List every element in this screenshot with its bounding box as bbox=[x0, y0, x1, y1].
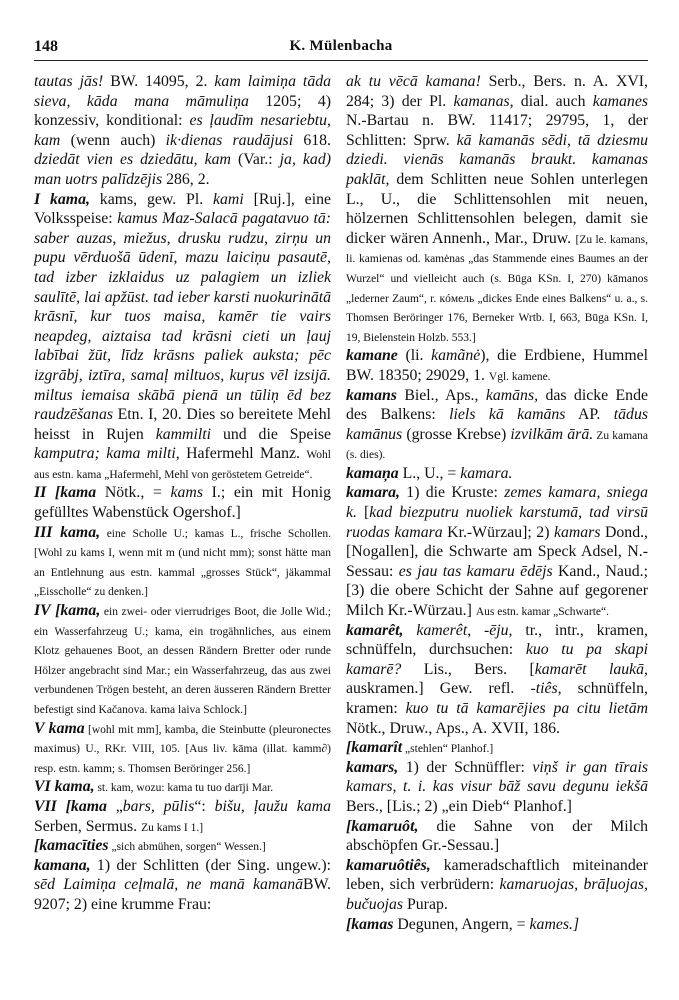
entry-text: Wohl aus estn. kama „Hafermehl, Mehl von geröstetem Getreide“. bbox=[34, 449, 331, 481]
entry-text: -tiês, bbox=[530, 680, 562, 698]
entry-text: Kand., Naud.; [3) die obere Schicht der Sahne auf gegorener Milch Kr.-Würzau.] bbox=[346, 562, 649, 620]
entry-text: ein zwei- oder vierrudriges Boot, die Jolle Wid.; ein Wasserfahrzeug U.; kama, ein trogähnliches, aus einem Klotz gehauenes Boot, an dessen Rändern Bretter oder runde Hölzer angebracht sind Mar.; ein Wasserfahrzeug, das aus zwei verbundenen Trögen besteht, an deren äusseren Rändern Bretter befestigt sind Kačanova. kama laiva Schlock.] bbox=[34, 606, 331, 716]
entry-text: kad biezputru nuoliek karstumā, tad virsū ruodas kamara bbox=[346, 504, 648, 541]
entry-headword: kamana, bbox=[34, 856, 91, 874]
entry-headword: II [kama bbox=[34, 484, 97, 502]
entry-text: [Zu le. kamans, li. kamienas od. kamėnas „das Stammende eines Baumes an der Wurzel“ und vielleicht auch (s. Būga KSn. I, 270) kāmanos „lederner Zaum“, r. кóмель „dickes Ende eines Balkens“ u. a., s. Thomsen Beröringer 176, Berneker Wrtb. I, 663, Būga KSn. I, 19, Bielenstein Holzb. 553.] bbox=[346, 233, 648, 344]
entry-text: ), die Erdbiene, Hummel BW. 18350; 29029, 1. bbox=[346, 347, 649, 384]
entry-text: kams, gew. Pl. bbox=[89, 190, 214, 208]
entry-text: auskramen.] Gew. refl. bbox=[346, 680, 531, 698]
entry-text: kamara. bbox=[460, 464, 513, 482]
entry-text: „ bbox=[106, 797, 123, 815]
entry-headword: kamaņa bbox=[346, 464, 399, 482]
entry-text: kā kamanās sēdi, tā dziesmu dziedi. vienās kamanās braukt. kamanas paklāt, bbox=[346, 131, 648, 188]
entry-headword: kamane bbox=[346, 347, 398, 365]
entry-text: liels kā kamāns bbox=[449, 406, 566, 424]
entry-text: Vgl. kamene. bbox=[488, 370, 551, 383]
entry-text: es jau tas kamaru ēdējs bbox=[398, 562, 553, 580]
entry-text: zemes kamara, sniega k. bbox=[346, 484, 648, 522]
entry-text: st. kam, wozu: kama tu tuo darīji Mar. bbox=[94, 782, 274, 795]
entry-text: Bers., [Lis.; 2) „ein Dieb“ Planhof.] bbox=[346, 797, 572, 815]
entry-text: eine Scholle U.; kamas L., frische Schollen. [Wohl zu kams I, wenn mit m (und nicht mm); sonst hätte man an Entlehnung aus estn. kammal „grosses Stück“, jäkammal „Eisscholle“ zu denken.] bbox=[34, 527, 331, 599]
entry-text: 1) der Schnüffler: bbox=[398, 758, 533, 776]
entry-text: kamars bbox=[553, 523, 601, 541]
entry-headword: [kamaruôt, bbox=[346, 817, 419, 835]
entry-text: kamanas, bbox=[453, 92, 514, 110]
entry-text: I.; ein mit Honig gefülltes Wabenstück Ogershof.] bbox=[34, 484, 331, 522]
entry-text: kamus Maz-Salacā pagatavuo tā: saber auzas, miežus, drusku rudzu, zirņu un pupu vērduošā ūdenī, mazu laiciņu pasautē, tad izber izklaidus uz palagiem un izliek saulītē, lai apžūst. tad ieber karsti nuokurinātā krāsnī, kur tuos maisa, kamēr tie vairs neapdeg, aiztaisa tad krāsni cieti un ļauj labībai žūt, līdz krāsns paliek auksta; pēc izgrābj, iztīra, samaļ miltuos, kuŗus vēl izsijā. miltus iemaisa skābā pienā un tūliņ ēd bez raudzēšanas bbox=[34, 210, 331, 424]
entry-text: L., U., = bbox=[398, 464, 461, 482]
entry-headword: kamans bbox=[346, 386, 397, 404]
entry-text: und die Speise bbox=[211, 425, 331, 443]
entry-text: Nötk., = bbox=[96, 484, 171, 502]
entry-text: (grosse Krebse) bbox=[402, 425, 511, 443]
entry-text: Purap. bbox=[403, 895, 448, 913]
left-column bbox=[34, 72, 331, 915]
entry-text: BW. 9207; 2) eine krumme Frau: bbox=[34, 876, 331, 913]
entry-text: Kr.-Würzau]; 2) bbox=[442, 523, 554, 541]
entry-text: kamāns, bbox=[485, 386, 539, 404]
entry-text: (li. bbox=[397, 347, 432, 365]
entry-text: (wenn auch) bbox=[60, 131, 166, 149]
running-head: K. Mülenbacha bbox=[289, 38, 393, 54]
entry-text: Serb., Bers. n. A. XVI, 284; 3) der Pl. bbox=[346, 73, 648, 110]
entry-text: dem Schlitten neue Sohlen unterlegen L., U., die Schlittensohlen mit neuen, hölzernen Schlittensohlen belegen, damit sie dicker wären Annenh., Mar., Druw. bbox=[346, 170, 648, 247]
entry-text: kames.] bbox=[529, 915, 580, 933]
entry-text: Aus estn. kamar „Schwarte“. bbox=[475, 606, 610, 619]
entry-text: ik·dienas raudājusi bbox=[165, 131, 294, 149]
entry-headword: VII [kama bbox=[34, 797, 107, 815]
entry-headword: [kamarît bbox=[346, 739, 403, 757]
entry-headword: VI kama, bbox=[34, 778, 95, 796]
entry-text: schnüffeln, kramen: bbox=[346, 680, 648, 717]
entry-text: dziedāt vien es dziedātu, kam bbox=[34, 151, 231, 169]
entry-text: tr., intr., kramen, schnüffeln, durchsuchen: bbox=[346, 621, 649, 659]
entry-text: kam laimiņa tāda sieva, kāda mana māmuliņa bbox=[34, 73, 332, 110]
entry-headword: I kama, bbox=[34, 190, 90, 208]
entry-text: Etn. I, 20. Dies so bereitete Mehl heisst in Rujen bbox=[34, 406, 331, 443]
entry-text: BW. 14095, 2. bbox=[103, 73, 215, 90]
entry-text: Nötk., Druw., Aps., A. XVII, 186. bbox=[346, 719, 560, 737]
entry-text: AP. bbox=[565, 406, 614, 424]
entry-text: sēd Laimiņa ceļmalā, ne manā kamanā bbox=[34, 876, 304, 894]
right-column bbox=[346, 72, 648, 934]
entry-text: Serben, Sermus. bbox=[34, 817, 142, 835]
entry-text: kami bbox=[213, 190, 244, 208]
entry-text: kamãnė bbox=[431, 347, 481, 365]
entry-text: (Var.: bbox=[230, 151, 280, 169]
entry-headword: kamaruôtiês, bbox=[346, 856, 431, 874]
entry-text: Degunen, Angern, = bbox=[393, 915, 530, 933]
entry-text: izvilkām ārā. bbox=[510, 425, 594, 443]
entry-text: dial. auch bbox=[513, 92, 593, 110]
page-header bbox=[34, 38, 648, 62]
entry-text: kamarēt laukā, bbox=[534, 660, 648, 678]
entry-text: Zu kamana (s. dies). bbox=[346, 429, 648, 462]
entry-text: [ bbox=[356, 504, 370, 522]
entry-text: kuo tu tā kamarējies pa citu lietām bbox=[405, 700, 648, 717]
entry-text: 1) der Schlitten (der Sing. ungew.): bbox=[90, 856, 331, 874]
entry-text: Lis., Bers. [ bbox=[401, 660, 535, 678]
entry-headword: III kama, bbox=[34, 523, 101, 541]
entry-text: 1205; 4) konzessiv, konditional: bbox=[34, 92, 331, 130]
entry-text: bišu, ļaužu kama bbox=[214, 797, 331, 815]
entry-text: kuo tu pa skapi kamarē? bbox=[346, 641, 648, 678]
entry-text: Zu kams I 1.] bbox=[141, 821, 204, 834]
entry-text: kams bbox=[170, 484, 203, 502]
entry-text: das dicke Ende des Balkens: bbox=[346, 386, 648, 424]
entry-text: kamputra; kama milti, bbox=[34, 445, 180, 463]
entry-text: „sich abmühen, sorgen“ Wessen.] bbox=[108, 841, 266, 854]
entry-text: Dond., [Nogallen], die Schwarte am Speck Adsel, N.-Sessau: bbox=[346, 523, 648, 580]
entry-headword: IV [kama, bbox=[34, 602, 101, 620]
entry-headword: [kamacīties bbox=[34, 837, 109, 855]
entry-headword: kamarêt, bbox=[346, 621, 404, 639]
entry-headword: [kamas bbox=[346, 915, 394, 933]
entry-text: “: bbox=[194, 797, 215, 815]
entry-text: es ļaudīm nesariebtu, kam bbox=[34, 112, 332, 149]
entry-text: die Sahne von der Milch abschöpfen Gr.-Sessau.] bbox=[346, 817, 648, 855]
entry-text: bars, pūlis bbox=[122, 797, 195, 815]
entry-text: kammilti bbox=[155, 425, 212, 443]
entry-text: Hafermehl Manz. bbox=[179, 445, 307, 463]
entry-text: Biel., Aps., bbox=[396, 386, 486, 404]
page-number: 148 bbox=[34, 38, 58, 55]
entry-text: kameradschaftlich miteinander leben, sich verbrüdern: bbox=[346, 856, 648, 894]
entry-headword: kamars, bbox=[346, 758, 399, 776]
entry-text: kamanes bbox=[592, 92, 648, 110]
entry-text: kamerêt, -ēju, bbox=[403, 621, 513, 639]
entry-text: 286, 2. bbox=[162, 170, 210, 188]
entry-text: ak tu vēcā kamana! bbox=[346, 73, 481, 90]
entry-text: viņš ir gan tīrais kamars, t. i. kas visur bāž savu degunu iekšā bbox=[346, 758, 648, 796]
entry-text: kamaruojas, brāļuojas, bučuojas bbox=[346, 876, 649, 913]
entry-text: tautas jās! bbox=[34, 73, 104, 90]
entry-text: „stehlen“ Planhof.] bbox=[402, 743, 494, 756]
entry-headword: V kama bbox=[34, 719, 85, 737]
entry-text: ja, kad) man uotrs palīdzējis bbox=[34, 151, 331, 188]
entry-text: [Ruj.], eine Volksspeise: bbox=[34, 190, 331, 228]
header-rule bbox=[34, 60, 648, 61]
entry-text: [wohl mit mm], kamba, die Steinbutte (pleuronectes maximus) U., RKr. VIII, 105. [Aus liv. kāma (illat. kamm∂) resp. estn. kamm; s. Thomsen Beröringer 256.] bbox=[34, 723, 331, 775]
entry-headword: kamara, bbox=[346, 484, 400, 502]
entry-text: tādus kamānus bbox=[346, 406, 648, 443]
entry-text: 618. bbox=[293, 131, 331, 149]
entry-text: N.-Bartau n. BW. 11417; 29795, 1, der Schlitten: Sprw. bbox=[346, 112, 648, 149]
entry-text: 1) die Kruste: bbox=[399, 484, 505, 502]
